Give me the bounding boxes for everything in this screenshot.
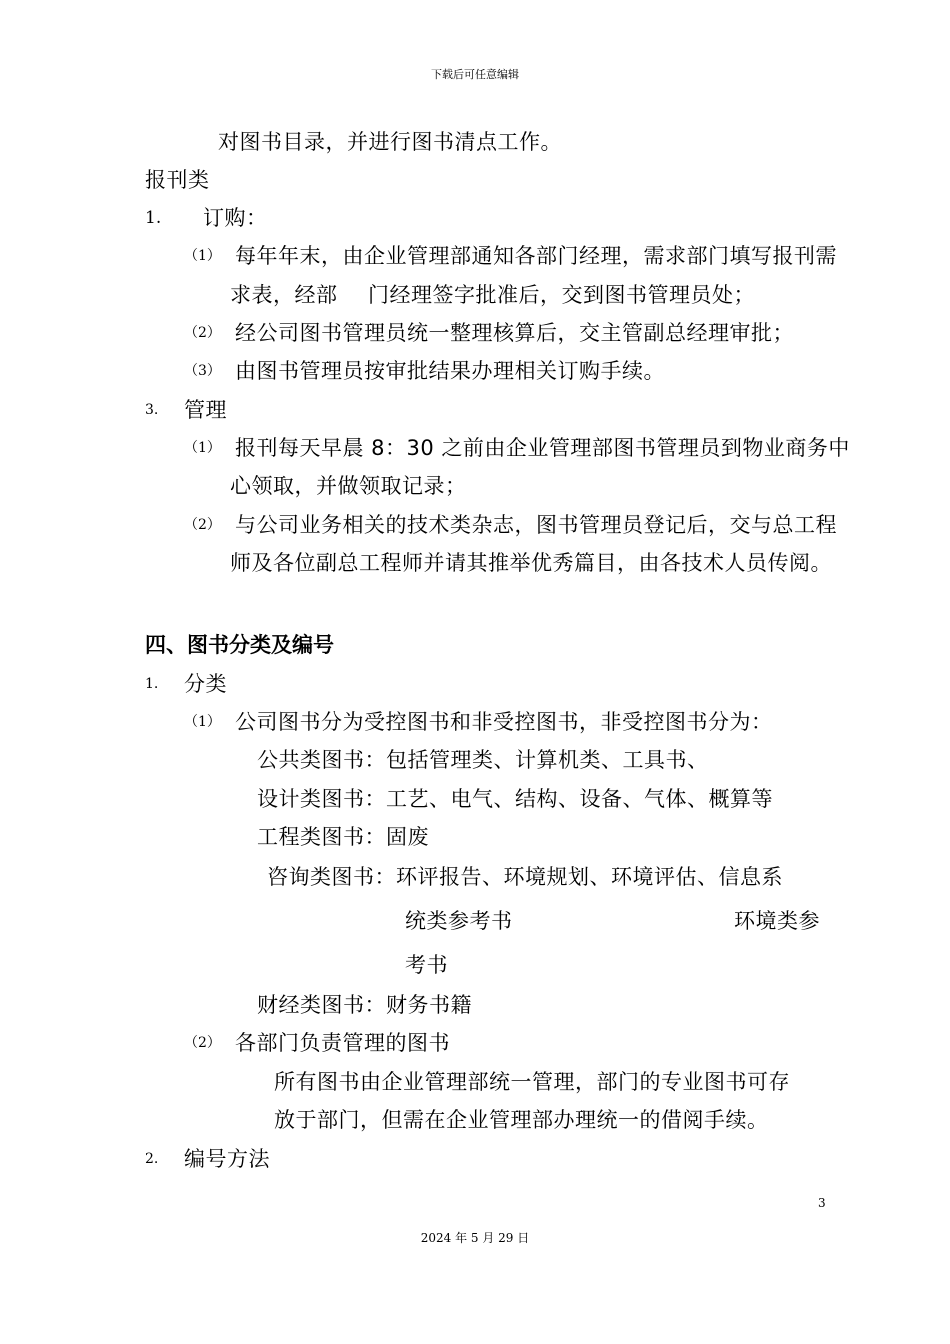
list-number: （1） xyxy=(184,248,221,264)
text-line: 与公司业务相关的技术类杂志，图书管理员登记后，交与总工程 xyxy=(235,513,837,537)
text-line: 咨询类图书：环评报告、环境规划、环境评估、信息系 xyxy=(267,865,783,889)
text-line: 经公司图书管理员统一整理核算后，交主管副总经理审批； xyxy=(235,321,794,345)
text-line: 报刊每天早晨 8：30 之前由企业管理部图书管理员到物业商务中 xyxy=(235,436,850,460)
list-item-title: 编号方法 xyxy=(184,1147,270,1171)
text-line: 设计类图书：工艺、电气、结构、设备、气体、概算等 xyxy=(257,787,773,811)
list-number: 1. xyxy=(145,208,162,228)
list-number: （1） xyxy=(184,714,221,730)
list-number: （2） xyxy=(184,325,221,341)
text-line: 统类参考书 xyxy=(405,909,513,933)
page-header: 下载后可任意编辑 xyxy=(431,68,519,81)
text-line: 对图书目录，并进行图书清点工作。 xyxy=(218,130,562,154)
text-line: 放于部门，但需在企业管理部办理统一的借阅手续。 xyxy=(274,1108,769,1132)
list-number: 3. xyxy=(145,402,159,418)
list-item-title: 订购： xyxy=(203,206,268,230)
text-line: 心领取，并做领取记录； xyxy=(230,474,467,498)
list-number: （2） xyxy=(184,517,221,533)
list-item-title: 管理 xyxy=(184,398,227,422)
text-line: 由图书管理员按审批结果办理相关订购手续。 xyxy=(235,359,665,383)
text-line: 公共类图书：包括管理类、计算机类、工具书、 xyxy=(257,748,709,772)
page-number: 3 xyxy=(818,1196,826,1210)
text-line: 环境类参 xyxy=(734,909,820,933)
text-line: 工程类图书：固废 xyxy=(257,825,429,849)
text-line: 师及各位副总工程师并请其推举优秀篇目，由各技术人员传阅。 xyxy=(230,551,832,575)
text-line: 所有图书由企业管理部统一管理，部门的专业图书可存 xyxy=(274,1070,790,1094)
section-title-newspapers: 报刊类 xyxy=(145,168,210,192)
text-line: 门经理签字批准后，交到图书管理员处； xyxy=(368,283,755,307)
text-line: 各部门负责管理的图书 xyxy=(235,1031,450,1055)
list-number: 1. xyxy=(145,676,159,692)
text-line: 财经类图书：财务书籍 xyxy=(257,993,472,1017)
list-number: （2） xyxy=(184,1035,221,1051)
section-heading: 四、图书分类及编号 xyxy=(145,633,334,657)
list-number: 2. xyxy=(145,1151,159,1167)
list-number: （1） xyxy=(184,440,221,456)
page-footer-date: 2024 年 5 月 29 日 xyxy=(420,1231,530,1245)
text-line: 考书 xyxy=(405,953,448,977)
text-line: 每年年末，由企业管理部通知各部门经理，需求部门填写报刊需 xyxy=(235,244,837,268)
text-line: 求表，经部 xyxy=(230,283,338,307)
list-item-title: 分类 xyxy=(184,672,227,696)
list-number: （3） xyxy=(184,363,221,379)
text-line: 公司图书分为受控图书和非受控图书，非受控图书分为： xyxy=(235,710,773,734)
